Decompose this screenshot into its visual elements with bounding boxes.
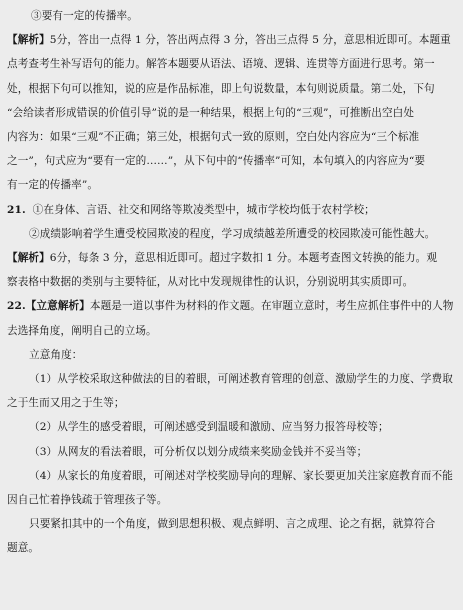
angle-1-line-2: 之于生而又用之于生等； — [7, 397, 125, 410]
analysis-20-line-5: 内容为：如果“三观”不正确；第三处，根据句式一致的原则，空白处内容应为“三个标准 — [7, 131, 420, 144]
angle-3: （3）从网友的看法着眼，可分析仅以划分成绩来奖励金钱并不妥当等； — [29, 445, 368, 458]
question-22-line-2: 去选择角度，阐明自己的立场。 — [7, 324, 157, 337]
analysis-20-line-3: 处，根据下句可以推知，说的应是作品标准，即上句说数量，本句则说质量。第二处，下句 — [7, 82, 435, 95]
question-number-21: 21. — [7, 203, 26, 216]
analysis-20-line-1: 【解析】5分，答出一点得 1 分，答出两点得 3 分，答出三点得 5 分，意思相近即可。本题重 — [7, 34, 451, 47]
theme-analysis-label: 【立意解析】 — [25, 300, 90, 313]
theme-angles-heading: 立意角度： — [29, 348, 83, 361]
analysis-20-line-4: “会给读者形成错误的价值引导”说的是一种结果，根据上句的“三观”，可推断出空白处 — [7, 106, 415, 119]
angle-4-line-2: 因自己忙着挣钱疏于管理孩子等。 — [7, 494, 168, 507]
analysis-21-line-2: 察表格中数据的类别与主要特征，从对比中发现规律性的认识，分别说明其实质即可。 — [7, 276, 414, 289]
item-3-line: ③要有一定的传播率。 — [31, 10, 138, 22]
conclusion-line-2: 题意。 — [7, 542, 40, 555]
conclusion-line-1: 只要紧扣其中的一个角度，做到思想积极、观点鲜明、言之成理、论之有据，就算符合 — [29, 518, 436, 531]
angle-1-line-1: （1）从学校采取这种做法的目的着眼，可阐述教育管理的创意、激励学生的力度、学费取 — [29, 373, 453, 386]
analysis-20-line-6: 之一”，句式应为“要有一定的……”，从下句中的“传播率”可知，本句填入的内容应为“要 — [7, 155, 426, 168]
analysis-20-line-7: 有一定的传播率”。 — [7, 179, 99, 192]
question-21-line-1: 21. ①在身体、言语、社交和网络等欺凌类型中，城市学校均低于农村学校； — [7, 203, 375, 216]
question-number-22: 22. — [7, 300, 26, 313]
analysis-21-line-1: 【解析】6分，每条 3 分，意思相近即可。超过字数扣 1 分。本题考查图文转换的能力。观 — [7, 252, 438, 265]
analysis-20-line-2: 点考查考生补写语句的能力。解答本题要从语法、语境、逻辑、连贯等方面进行思考。第一 — [7, 58, 435, 71]
question-21-line-2: ②成绩影响着学生遭受校园欺凌的程度，学习成绩越差所遭受的校园欺凌可能性越大。 — [29, 227, 436, 240]
question-22-line-1: 22.【立意解析】本题是一道以事件为材料的作文题。在审题立意时，考生应抓住事件中的人物 — [7, 300, 454, 313]
angle-2: （2）从学生的感受着眼，可阐述感受到温暖和激励、应当努力报答母校等； — [29, 421, 389, 434]
angle-4-line-1: （4）从家长的角度着眼，可阐述对学校奖励导向的理解、家长要更加关注家庭教育而不能 — [29, 469, 453, 482]
analysis-label: 【解析】 — [7, 34, 50, 47]
analysis-label: 【解析】 — [7, 252, 50, 265]
